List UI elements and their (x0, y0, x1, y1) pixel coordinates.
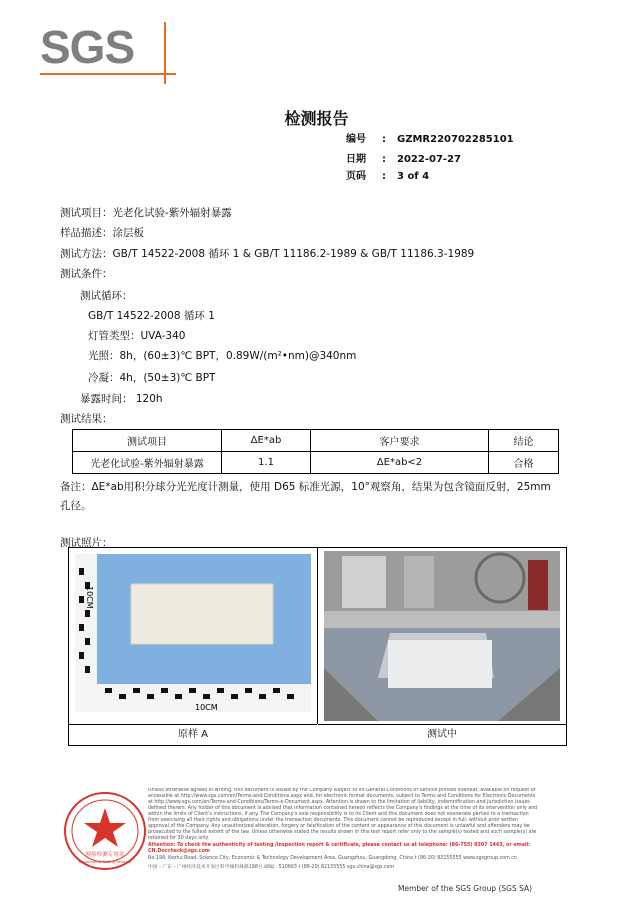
testing-photo (318, 548, 566, 724)
table-row (73, 452, 559, 474)
meta-date: 日期 : 2022-07-27 (346, 154, 461, 165)
condensation-condition: 冷凝：4h，(50±3)℃ BPT (88, 372, 216, 384)
test-cycle: GB/T 14522-2008 循环 1 (88, 310, 215, 322)
light-condition: 光照：8h，(60±3)℃ BPT，0.89W/(m²•nm)@340nm (88, 350, 357, 362)
footer (60, 788, 540, 883)
seal-text-cn: 检验检测专用章 (85, 852, 125, 858)
test-conditions-heading: 测试条件： (60, 268, 113, 280)
logo-text: SGS (40, 21, 135, 73)
exposure-time: 暴露时间： 120h (80, 393, 163, 405)
ruler-label-bottom: 10CM (195, 703, 218, 712)
table-header: ΔE*ab (222, 430, 311, 452)
star-icon (84, 808, 126, 847)
photo-table (68, 547, 567, 746)
address-en: No.198, Kezhu Road, Science City, Economic & Technology Development Area, Guangzhou, Guangdong, China t (86-20) 82155555 www.sgsgroup.com.cn (148, 856, 517, 861)
results-table (72, 429, 559, 474)
authenticity-notice: Attention: To check the authenticity of testing /inspection report & certificate, please contact us at telephone: (86-755) 8307 1443, or email: CN.Doccheck@sgs.com (148, 843, 531, 854)
remark: 备注：ΔE*ab用积分球分光光度计测量，使用 D65 标准光源，10°观察角，结果为包含镜面反射，25mm 孔径。 (60, 481, 551, 512)
logo-rule (40, 73, 176, 75)
terms-text: Unless otherwise agreed in writing, this document is issued by the Company subject to its General Conditions of Service printed overleaf, available on request or accessible at http://www.sgs.com/en/Terms-and-Conditions.aspx and, for electronic format documents, subject to Terms and Conditions for Electronic Documents at http://www.sgs.com/en/Terms-and-Conditions/Terms-e-Document.aspx. Attention is drawn to the limitation of liability, indemnification and jurisdiction issues defined therein. Any holder of this document is advised that information contained hereon reflects the Company's findings at the time of its intervention only and within the limits of Client's instructions, if any. The Company's sole responsibility is to its Client and this document does not exonerate parties to a transaction from exercising all their rights and obligations under the transaction documents. This document cannot be reproduced except in full, without prior written approval of the Company. Any unauthorized alteration, forgery or falsification of the content or appearance of this document is unlawful and offenders may be prosecuted to the fullest extent of the law. Unless otherwise stated the results shown in this test report refer only to the sample(s) tested and such sample(s) are retained for 30 days only. (148, 788, 538, 841)
member-line: Member of the SGS Group (SGS SA) (398, 884, 533, 893)
photo-cell-original (69, 548, 318, 740)
page-title: 检测报告 (284, 109, 349, 128)
table-header: 客户要求 (311, 430, 489, 452)
sample-description: 样品描述：涂层板 (60, 227, 144, 239)
table-cell: 合格 (489, 452, 559, 474)
test-method: 测试方法：GB/T 14522-2008 循环 1 & GB/T 11186.2-1989 & GB/T 11186.3-1989 (60, 248, 475, 260)
logo-rule-vertical (164, 22, 166, 84)
address-cn: 中国・广东・广州经济技术开发区科学城科珠路198号 邮编：510663 t (86-20) 82155555 sgs.china@sgs.com (148, 865, 395, 870)
sgs-logo (40, 22, 134, 72)
test-item: 测试项目：光老化试验-紫外辐射暴露 (60, 207, 232, 219)
lamp-type: 灯管类型：UVA-340 (88, 330, 186, 342)
inspection-seal (60, 790, 150, 872)
photo-caption-original: 原样 A (69, 724, 317, 745)
test-cycle-heading: 测试循环： (80, 290, 133, 302)
meta-page: 页码 : 3 of 4 (346, 171, 430, 182)
meta-report-no: 编号 : GZMR220702285101 (346, 134, 514, 145)
coated-panel (131, 584, 273, 644)
photo-cell-testing (318, 548, 566, 740)
table-header: 结论 (489, 430, 559, 452)
table-header: 测试项目 (73, 430, 222, 452)
photo-caption-testing: 测试中 (318, 724, 566, 745)
sample-photo (69, 548, 317, 724)
photos-heading: 测试照片： (60, 537, 113, 549)
results-heading: 测试结果： (60, 413, 113, 425)
table-cell: ΔE*ab<2 (311, 452, 489, 474)
seal-text-en: Inspection & Testing Services (78, 860, 132, 864)
table-header-row (73, 430, 559, 452)
table-cell: 1.1 (222, 452, 311, 474)
ruler-label-top: 10CM (85, 586, 94, 609)
table-cell: 光老化试验-紫外辐射暴露 (73, 452, 222, 474)
